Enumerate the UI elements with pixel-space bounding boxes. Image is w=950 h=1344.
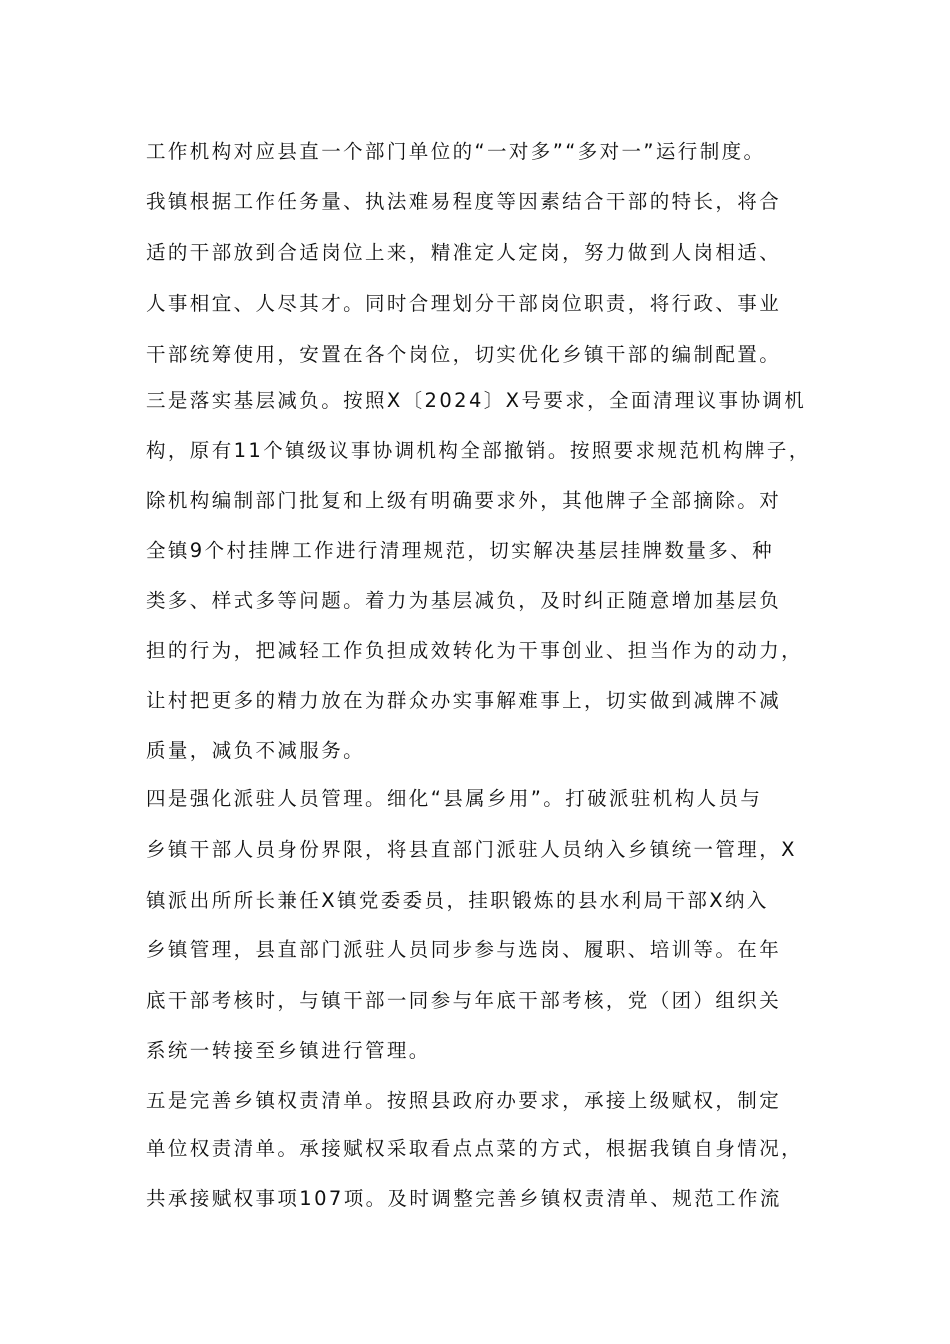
text-line: 类多、样式多等问题。着力为基层减负，及时纠正随意增加基层负 [146,589,782,612]
text-line: 镇派出所所长兼任X镇党委委员，挂职锻炼的县水利局干部X纳入 [146,889,769,912]
text-line: 底干部考核时，与镇干部一同参与年底干部考核，党（团）组织关 [146,989,782,1012]
text-line: 全镇9个村挂牌工作进行清理规范，切实解决基层挂牌数量多、种 [146,539,775,562]
text-line: 共承接赋权事项107项。及时调整完善乡镇权责清单、规范工作流 [146,1187,782,1210]
text-line: 工作机构对应县直一个部门单位的“一对多”“多对一”运行制度。 [146,140,766,163]
text-line: 担的行为，把减轻工作负担成效转化为干事创业、担当作为的动力， [146,639,804,662]
text-line: 单位权责清单。承接赋权采取看点点菜的方式，根据我镇自身情况， [146,1137,804,1160]
text-line: 乡镇干部人员身份界限，将县直部门派驻人员纳入乡镇统一管理，X [146,838,797,861]
text-line: 人事相宜、人尽其才。同时合理划分干部岗位职责，将行政、事业 [146,292,782,315]
text-line: 除机构编制部门批复和上级有明确要求外，其他牌子全部摘除。对 [146,489,782,512]
text-line: 让村把更多的精力放在为群众办实事解难事上，切实做到减牌不减 [146,689,782,712]
text-line: 系统一转接至乡镇进行管理。 [146,1039,431,1062]
text-line: 适的干部放到合适岗位上来，精准定人定岗，努力做到人岗相适、 [146,241,782,264]
text-line: 构，原有11个镇级议事协调机构全部撤销。按照要求规范机构牌子， [146,439,811,462]
text-line: 四是强化派驻人员管理。细化“县属乡用”。打破派驻机构人员与 [146,787,763,810]
text-line: 三是落实基层减负。按照X〔2024〕X号要求，全面清理议事协调机 [146,389,807,412]
text-line: 干部统筹使用，安置在各个岗位，切实优化乡镇干部的编制配置。 [146,343,782,366]
text-line: 我镇根据工作任务量、执法难易程度等因素结合干部的特长，将合 [146,190,782,213]
text-line: 五是完善乡镇权责清单。按照县政府办要求，承接上级赋权，制定 [146,1089,782,1112]
text-line: 质量，减负不减服务。 [146,739,366,762]
text-line: 乡镇管理，县直部门派驻人员同步参与选岗、履职、培训等。在年 [146,938,782,961]
